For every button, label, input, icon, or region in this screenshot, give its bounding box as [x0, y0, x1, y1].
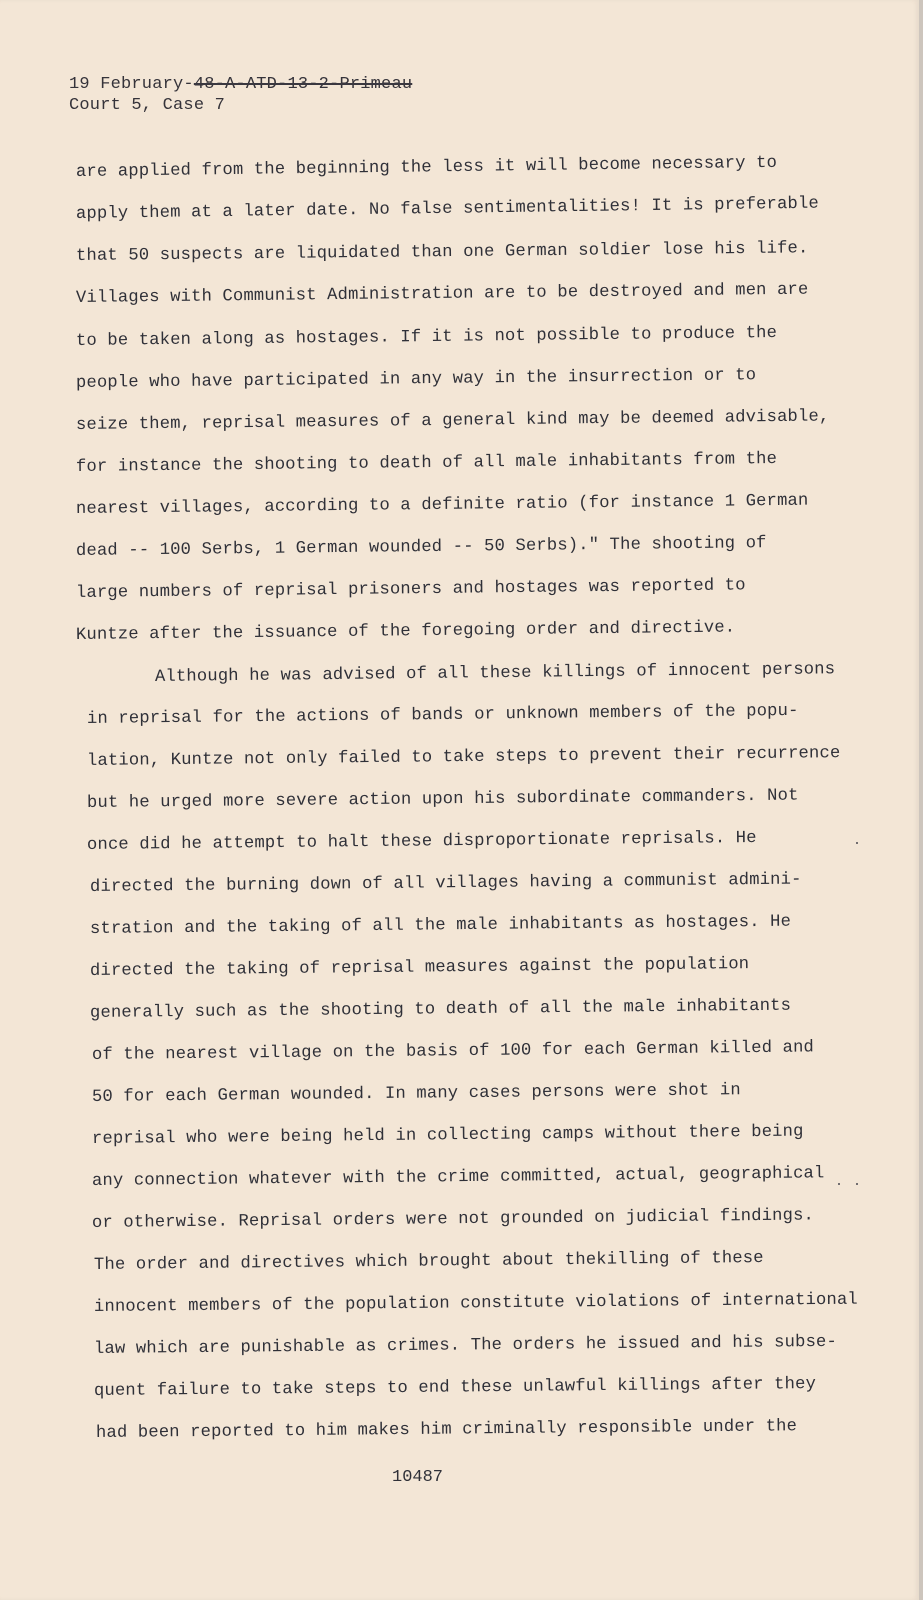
body-line: lation, Kuntze not only failed to take steps to prevent their recurrence — [86, 744, 841, 771]
body-line: that 50 suspects are liquidated than one German soldier lose his life. — [75, 239, 809, 266]
paper-speck — [856, 842, 858, 844]
body-line: for instance the shooting to death of all male inhabitants from the — [75, 450, 778, 477]
body-line: reprisal who were being held in collecting camps without there being — [91, 1122, 804, 1149]
struck-reference: 48-A-ATD-13-2-Primeau — [193, 75, 413, 94]
body-line: generally such as the shooting to death of all the male inhabitants — [89, 996, 792, 1023]
body-line: seize them, reprisal measures of a general kind may be deemed advisable, — [75, 407, 830, 435]
body-line: directed the taking of reprisal measures against the population — [89, 955, 750, 981]
body-line: once did he attempt to halt these disproportionate reprisals. He — [86, 828, 757, 855]
paragraph-first-line: Although he was advised of all these killings of innocent persons — [154, 660, 836, 687]
page-number: 10487 — [392, 1468, 444, 1487]
header-date-line — [69, 74, 412, 95]
body-line: dead -- 100 Serbs, 1 German wounded -- 50 Serbs)." The shooting of — [75, 534, 767, 561]
body-line: are applied from the beginning the less it will become necessary to — [75, 153, 778, 182]
paper-speck — [838, 1183, 840, 1185]
body-line: 50 for each German wounded. In many cases persons were shot in — [91, 1081, 741, 1107]
body-line: quent failure to take steps to end these unlawful killings after they — [93, 1375, 817, 1401]
body-line: law which are punishable as crimes. The orders he issued and his subse- — [93, 1332, 838, 1359]
body-line: apply them at a later date. No false sentimentalities! It is preferable — [75, 194, 820, 224]
body-line: large numbers of reprisal prisoners and hostages was reported to — [75, 576, 746, 603]
header-court-case: Court 5, Case 7 — [69, 96, 226, 115]
body-line: or otherwise. Reprisal orders were not grounded on judicial findings. — [91, 1206, 815, 1233]
body-line: directed the burning down of all villages having a communist admini- — [89, 870, 802, 897]
paper-speck — [856, 1183, 858, 1185]
body-line: people who have participated in any way in the insurrection or to — [75, 366, 757, 393]
header-date: 19 February- — [69, 75, 194, 94]
body-line: had been reported to him makes him criminally responsible under the — [95, 1417, 798, 1443]
body-line: Villages with Communist Administration are to be destroyed and men are — [75, 280, 809, 308]
body-line: any connection whatever with the crime committed, actual, geographical — [91, 1164, 825, 1191]
body-line: in reprisal for the actions of bands or unknown members of the popu- — [86, 701, 799, 729]
body-line: to be taken along as hostages. If it is not possible to produce the — [75, 324, 778, 351]
body-line: but he urged more severe action upon his subordinate commanders. Not — [86, 786, 799, 813]
body-line: stration and the taking of all the male inhabitants as hostages. He — [89, 912, 792, 939]
body-line: innocent members of the population constitute violations of international — [93, 1290, 858, 1317]
body-line: of the nearest village on the basis of 100 for each German killed and — [91, 1038, 815, 1065]
body-line: Kuntze after the issuance of the foregoing order and directive. — [75, 618, 736, 645]
body-line: nearest villages, according to a definite ratio (for instance 1 German — [75, 491, 809, 519]
document-header — [69, 74, 412, 116]
body-line: The order and directives which brought about thekilling of these — [93, 1248, 764, 1275]
